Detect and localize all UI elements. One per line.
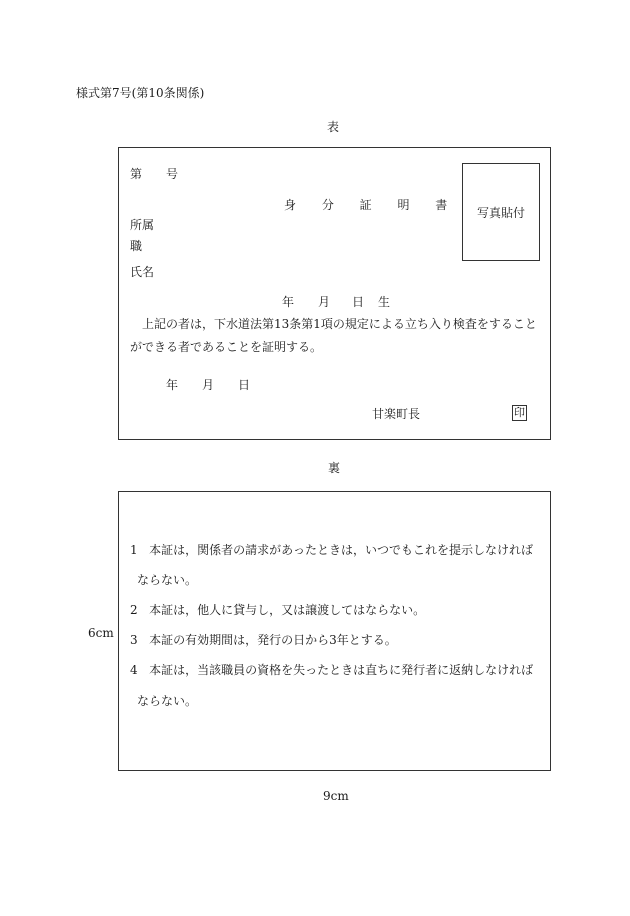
item-number: 1 [130, 543, 138, 557]
width-label: 9cm [323, 789, 349, 803]
item-2 [130, 601, 425, 618]
birth-suffix: 生 [378, 295, 391, 309]
item-1-cont: ならない。 [137, 573, 198, 587]
number-go: 号 [166, 167, 179, 181]
item-4 [130, 661, 533, 678]
issue-day: 日 [238, 378, 251, 392]
field-name: 氏名 [130, 265, 155, 279]
item-text: 本証は，当該職員の資格を失ったときは直ちに発行者に返納しなければ [149, 663, 534, 677]
statement-line-1: 上記の者は，下水道法第13条第1項の規定による立ち入り検査をすること [142, 317, 537, 331]
number-dai: 第 [130, 167, 143, 181]
item-3 [130, 631, 397, 648]
issuer: 甘楽町長 [372, 407, 421, 421]
field-position: 職 [130, 239, 143, 253]
back-heading: 裏 [328, 461, 341, 475]
item-number: 2 [130, 603, 138, 617]
birth-month: 月 [318, 295, 331, 309]
birth-day: 日 [352, 295, 365, 309]
photo-label: 写真貼付 [476, 206, 525, 220]
item-number: 4 [130, 663, 138, 677]
item-4-cont: ならない。 [137, 694, 198, 708]
form-number: 様式第7号(第10条関係) [76, 86, 205, 100]
issue-month: 月 [202, 378, 215, 392]
item-number: 3 [130, 633, 138, 647]
height-label: 6cm [88, 626, 114, 640]
field-affiliation: 所属 [130, 218, 155, 232]
photo-box [462, 163, 540, 261]
item-text: 本証は，関係者の請求があったときは，いつでもこれを提示しなければ [149, 543, 533, 557]
birth-year: 年 [282, 295, 295, 309]
statement-line-2: ができる者であることを証明する。 [130, 340, 323, 354]
item-1 [130, 541, 533, 558]
card-title: 身 分 証 明 書 [284, 198, 459, 212]
item-text: 本証の有効期間は，発行の日から3年とする。 [149, 633, 397, 647]
issue-year: 年 [166, 378, 179, 392]
front-heading: 表 [327, 120, 340, 134]
item-text: 本証は，他人に貸与し，又は譲渡してはならない。 [149, 603, 426, 617]
seal-mark: 印 [514, 406, 525, 419]
